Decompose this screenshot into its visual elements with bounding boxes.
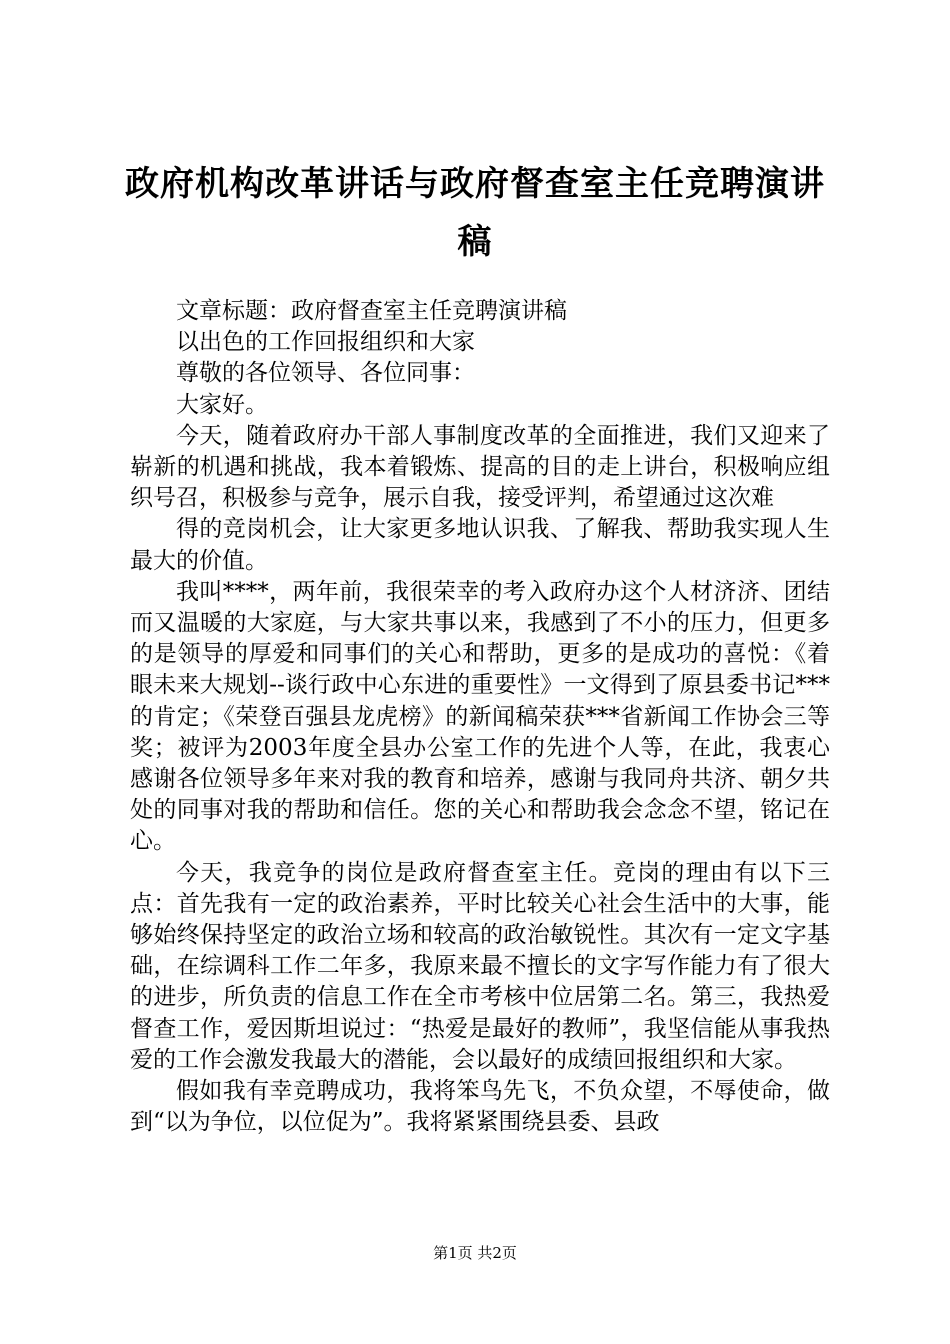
paragraph-intro-continued: 得的竞岗机会，让大家更多地认识我、了解我、帮助我实现人生最大的价值。 [130,516,830,574]
document-title: 政府机构改革讲话与政府督查室主任竞聘演讲稿 [125,164,825,262]
paragraph-self-introduction: 我叫****，两年前，我很荣幸的考入政府办这个人材济济、团结而又温暖的大家庭，与大家共事以来，我感到了不小的压力，但更多的是领导的厚爱和同事们的关心和帮助，更多的是成功的喜悦：《着眼未来大规划--谈行政中心东进的重要性》一文得到了原县委书记***的肯定；《荣登百强县龙虎榜》的新闻稿荣获***省新闻工作协会三等奖；被评为2003年度全县办公室工作的先进个人等，在此，我衷心感谢各位领导多年来对我的教育和培养，感谢与我同舟共济、朝夕共处的同事对我的帮助和信任。您的关心和帮助我会念念不望，铭记在心。 [130,578,830,855]
paragraph-reasons: 今天，我竞争的岗位是政府督查室主任。竞岗的理由有以下三点：首先我有一定的政治素养，平时比较关心社会生活中的大事，能够始终保持坚定的政治立场和较高的政治敏锐性。其次有一定文字基础，在综调科工作二年多，我原来最不擅长的文字写作能力有了很大的进步，所负责的信息工作在全市考核中位居第二名。第三，我热爱督查工作，爱因斯坦说过：“热爱是最好的教师”，我坚信能从事我热爱的工作会激发我最大的潜能，会以最好的成绩回报组织和大家。 [130,859,830,1073]
paragraph-subtitle: 以出色的工作回报组织和大家 [176,329,475,356]
paragraph-commitment: 假如我有幸竞聘成功，我将笨鸟先飞，不负众望，不辱使命，做到“以为争位，以位促为”。我将紧紧围绕县委、县政 [130,1078,830,1136]
paragraph-intro: 今天，随着政府办干部人事制度改革的全面推进，我们又迎来了崭新的机遇和挑战，我本着锻炼、提高的目的走上讲台，积极响应组织号召，积极参与竞争，展示自我，接受评判，希望通过这次难 [130,422,830,512]
page-number-footer: 第1页 共2页 [433,1244,517,1262]
paragraph-greeting: 大家好。 [176,391,268,418]
paragraph-salutation: 尊敬的各位领导、各位同事： [176,360,475,387]
document-body [130,296,830,1138]
paragraph-article-title: 文章标题：政府督查室主任竞聘演讲稿 [176,298,567,324]
